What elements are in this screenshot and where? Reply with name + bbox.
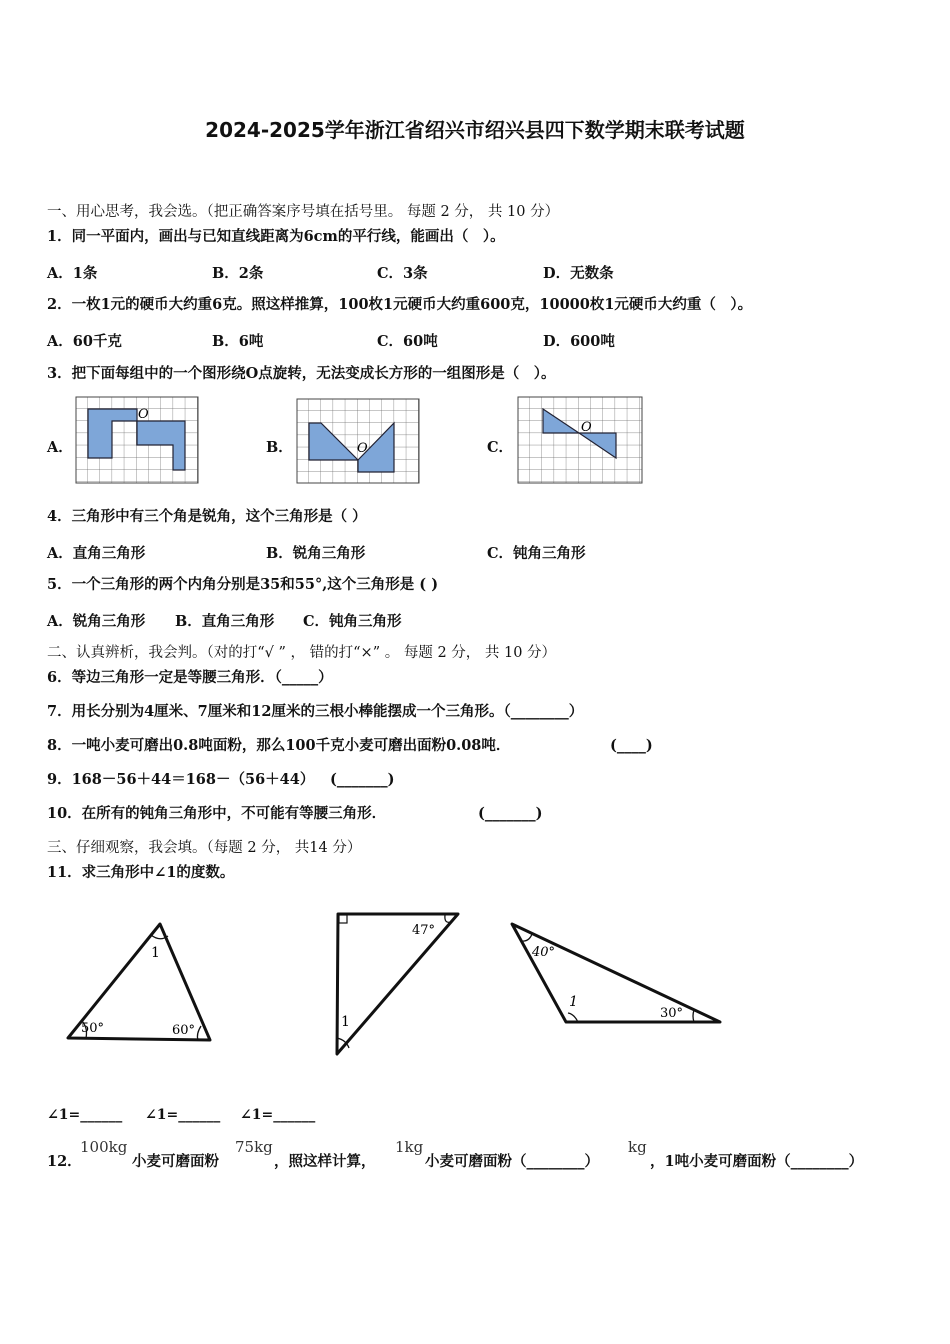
tri1-angle-right: 60° — [172, 1023, 196, 1038]
q1-option-b: B．2条 — [212, 265, 264, 282]
q3-option-a: A． — [47, 439, 73, 456]
q2-option-c: C．60吨 — [377, 333, 438, 350]
q11-answer-3[interactable]: ∠1=______ — [240, 1107, 316, 1123]
q5-option-a: A．锐角三角形 — [47, 613, 146, 630]
tri2-angle-top: 47° — [412, 923, 436, 938]
q12-weight-75kg: 75kg — [235, 1138, 273, 1156]
q3-figure-b — [296, 398, 420, 484]
q11-triangle-3 — [506, 918, 728, 1028]
q12-prefix: 12． — [47, 1153, 82, 1170]
question-7: 7．用长分别为4厘米、7厘米和12厘米的三根小棒能摆成一个三角形。（________） — [47, 703, 584, 720]
q4-option-b: B．锐角三角形 — [266, 545, 366, 562]
q12-text-2: ，照这样计算， — [274, 1153, 376, 1170]
tri3-angle-left: 40° — [532, 945, 556, 960]
section-2-heading: 二、认真辨析，我会判。（对的打“√ ” ， 错的打“×” 。 每题 2 分， 共 10 分） — [47, 645, 557, 661]
tri1-angle-top: 1 — [151, 945, 160, 961]
tri2-angle-bottom: 1 — [341, 1014, 350, 1030]
question-1: 1．同一平面内，画出与已知直线距离为6cm的平行线，能画出（ ）。 — [47, 228, 505, 245]
page-title: 2024-2025学年浙江省绍兴市绍兴县四下数学期末联考试题 — [205, 118, 745, 142]
q4-option-c: C．钝角三角形 — [487, 545, 586, 562]
q12-weight-1kg: 1kg — [395, 1138, 424, 1156]
q11-triangle-1 — [60, 918, 220, 1046]
q11-triangle-2 — [328, 908, 464, 1060]
question-10: 10．在所有的钝角三角形中，不可能有等腰三角形． — [47, 805, 387, 822]
question-5: 5．一个三角形的两个内角分别是35和55°,这个三角形是 ( ) — [47, 576, 439, 593]
q3b-point-o: O — [357, 441, 368, 456]
tri1-angle-left: 50° — [81, 1021, 105, 1036]
question-11: 11．求三角形中∠1的度数。 — [47, 864, 235, 881]
q12-text-4[interactable]: ，1吨小麦可磨面粉（________） — [650, 1153, 864, 1170]
section-3-heading: 三、仔细观察，我会填。（每题 2 分， 共14 分） — [47, 840, 362, 856]
q9-blank[interactable]: (_______) — [330, 771, 395, 788]
q2-option-d: D．600吨 — [543, 333, 615, 350]
q12-unit-kg: kg — [628, 1138, 647, 1156]
q3-figure-a — [75, 396, 199, 484]
q3a-point-o: O — [138, 407, 149, 422]
question-8: 8．一吨小麦可磨出0.8吨面粉，那么100千克小麦可磨出面粉0.08吨． — [47, 737, 511, 754]
q3-option-b: B． — [266, 439, 293, 456]
q4-option-a: A．直角三角形 — [47, 545, 146, 562]
q5-option-b: B．直角三角形 — [175, 613, 275, 630]
q12-text-1: 小麦可磨面粉 — [132, 1153, 219, 1170]
q2-option-a: A．60千克 — [47, 333, 122, 350]
q10-blank[interactable]: (_______) — [478, 805, 543, 822]
tri3-angle-mid: 1 — [569, 994, 578, 1010]
tri3-angle-right: 30° — [660, 1006, 684, 1021]
q1-option-a: A．1条 — [47, 265, 98, 282]
q12-weight-100kg: 100kg — [80, 1138, 128, 1156]
q11-answer-2[interactable]: ∠1=______ — [145, 1107, 221, 1123]
q3-option-c: C． — [487, 439, 514, 456]
question-9: 9．168－56＋44＝168－（56＋44） — [47, 771, 315, 788]
question-6: 6．等边三角形一定是等腰三角形．（_____） — [47, 669, 333, 686]
q3c-point-o: O — [581, 420, 592, 435]
question-3: 3．把下面每组中的一个图形绕O点旋转，无法变成长方形的一组图形是（ ）。 — [47, 365, 556, 382]
q12-text-3[interactable]: 小麦可磨面粉（________） — [425, 1153, 599, 1170]
question-4: 4．三角形中有三个角是锐角，这个三角形是（ ） — [47, 508, 367, 525]
q8-blank[interactable]: (____) — [610, 737, 653, 754]
question-2: 2．一枚1元的硬币大约重6克。照这样推算，100枚1元硬币大约重600克，10000枚1元硬币大约重（ ）。 — [47, 296, 753, 313]
q5-option-c: C．钝角三角形 — [303, 613, 402, 630]
q1-option-c: C．3条 — [377, 265, 428, 282]
q1-option-d: D．无数条 — [543, 265, 614, 282]
q3-figure-c — [517, 396, 643, 484]
q11-answer-1[interactable]: ∠1=______ — [47, 1107, 123, 1123]
q2-option-b: B．6吨 — [212, 333, 264, 350]
section-1-heading: 一、用心思考，我会选。（把正确答案序号填在括号里。 每题 2 分， 共 10 分） — [47, 204, 560, 220]
